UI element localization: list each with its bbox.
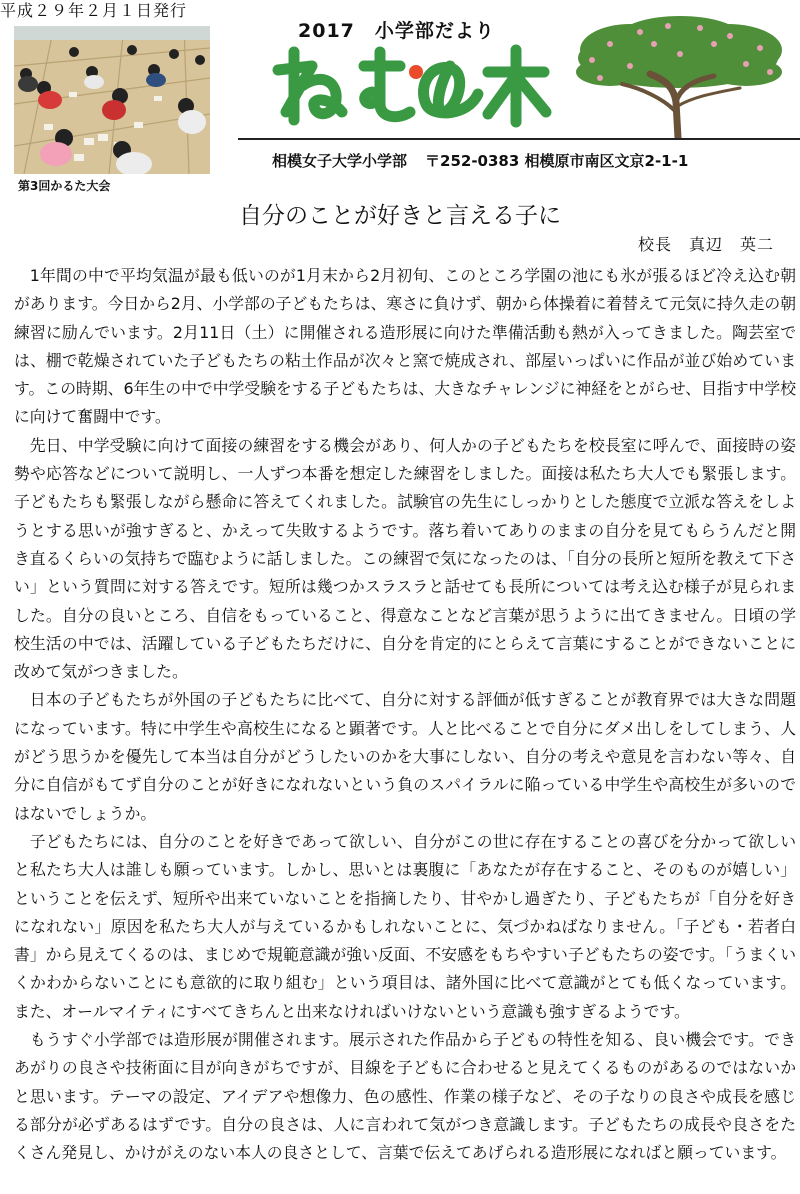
school-address: 〒252-0383 相模原市南区文京2-1-1 — [425, 152, 689, 170]
article-paragraph: 先日、中学受験に向けて面接の練習をする機会があり、何人かの子どもたちを校長室に呼んで、面接時の姿勢や応答などについて説明し、一人ずつ本番を想定した練習をしました。面接は私たち大人でも緊張します。子どもたちも緊張しながら懸命に答えてくれました。試験官の先生にしっかりとした態度で立派な答えをしようとする思いが強すぎると、かえって失敗するようです。落ち着いてありのままの自分を見てもらうんだと開き直るくらいの気持ちで臨むように話しました。この練習で気になったのは、「自分の長所と短所を教えて下さい」という質問に対する答えです。短所は幾つかスラスラと話せても長所については考え込む様子が見られました。自分の良いところ、自信をもっていること、得意なことなど言葉が思うように出てきません。日頃の学校生活の中では、活躍している子どもたちだけに、自分を肯定的にとらえて言葉にすることができないことに改めて気がつきました。 — [14, 435, 796, 682]
school-info — [272, 150, 688, 172]
article-paragraph: もうすぐ小学部では造形展が開催されます。展示された作品から子どもの特性を知る、良い機会です。できあがりの良さや技術面に目が向きがちですが、目線を子どもに合わせると見えてくるものがあるのではないかと思います。テーマの設定、アイデアや想像力、色の感性、作業の様子など、その子なりの良さや成長を感じる部分が必ずあるはずです。自分の良さは、人に言われて気がつき意識します。子どもたちの成長や良さをたくさん発見し、かけがえのない本人の良さとして、言葉で伝えてあげられる造形展になればと願っています。 — [14, 1030, 796, 1163]
article-paragraph: 1年間の中で平均気温が最も低いのが1月末から2月初旬、このところ学園の池にも氷が張るほど冷え込む朝があります。今日から2月、小学部の子どもたちは、寒さに負けず、朝から体操着に着替えて元気に持久走の朝練習に励んでいます。2月11日（土）に開催される造形展に向けた準備活動も熱が入ってきました。陶芸室では、棚で乾燥されていた子どもたちの粘土作品が次々と窯で焼成され、部屋いっぱいに作品が並び始めています。この時期、6年生の中で中学受験をする子どもたちは、大きなチャレンジに神経をとがらせ、目指す中学校に向けて奮闘中です。 — [14, 266, 796, 427]
newsletter-year-title: 2017 小学部だより — [298, 20, 495, 42]
photo-caption: 第3回かるた大会 — [18, 179, 111, 193]
issue-date: 平成２９年２月１日発行 — [0, 1, 188, 20]
header-divider — [238, 138, 800, 140]
masthead-logo — [272, 42, 552, 128]
article-body — [14, 262, 796, 1168]
silk-tree-illustration — [570, 14, 786, 138]
article-title: 自分のことが好きと言える子に — [239, 203, 561, 229]
article-author: 校長 真辺 英二 — [637, 235, 774, 254]
school-name: 相模女子大学小学部 — [272, 152, 408, 170]
article-paragraph: 子どもたちには、自分のことを好きであって欲しい、自分がこの世に存在することの喜びを分かって欲しいと私たち大人は誰しも願っています。しかし、思いとは裏腹に「あなたが存在すること、そのものが嬉しい」ということを伝えず、短所や出来ていないことを指摘したり、甘やかし過ぎたり、子どもたちが「自分を好きになれない」原因を私たち大人が与えているかもしれないことに、気づかねばなりません。「子ども・若者白書」から見えてくるのは、まじめで規範意識が強い反面、不安感をもちやすい子どもたちの姿です。「うまくいくかわからないことにも意欲的に取り組む」という項目は、諸外国に比べて意識がとても低くなっています。また、オールマイティにすべてきちんと出来なければいけないという意識も強すぎるようです。 — [14, 831, 796, 1021]
article-paragraph: 日本の子どもたちが外国の子どもたちに比べて、自分に対する評価が低すぎることが教育界では大きな問題になっています。特に中学生や高校生になると顕著です。人と比べることで自分にダメ出しをしてしまう、人がどう思うかを優先して本当は自分がどうしたいのかを大事にしない、自分の考えや意見を言わない等々、自分に自信がもてず自分のことが好きになれないという負のスパイラルに陥っている中学生や高校生が多いのではないでしょうか。 — [14, 690, 796, 823]
karuta-photo — [14, 26, 210, 174]
